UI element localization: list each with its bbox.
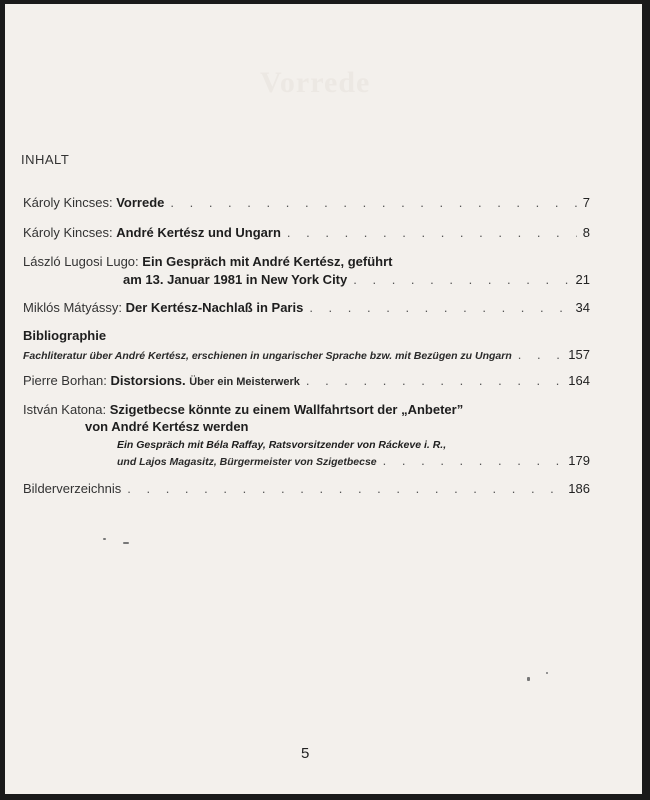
toc-author: István Katona: bbox=[23, 402, 107, 417]
dot-leader bbox=[518, 346, 563, 364]
dot-leader bbox=[353, 271, 569, 289]
toc-title: Distorsions. bbox=[110, 373, 186, 388]
page-number: 5 bbox=[301, 745, 310, 762]
toc-entry bbox=[23, 299, 590, 317]
dot-leader bbox=[170, 194, 576, 212]
ink-speck bbox=[123, 542, 129, 544]
toc-author: Károly Kincses: bbox=[23, 225, 113, 240]
dot-leader bbox=[287, 224, 577, 242]
toc-page-number: 21 bbox=[575, 272, 590, 287]
toc-entry bbox=[23, 253, 590, 271]
show-through-text: Vorrede bbox=[260, 66, 371, 99]
dot-leader bbox=[127, 480, 562, 498]
toc-entry bbox=[23, 194, 590, 212]
toc-author: Károly Kincses: bbox=[23, 195, 113, 210]
ink-speck bbox=[527, 677, 530, 681]
toc-page-number: 34 bbox=[575, 300, 590, 315]
toc-title: Szigetbecse könnte zu einem Wallfahrtsort der „Anbeter” bbox=[109, 402, 464, 417]
toc-title-line2: von André Kertész werden bbox=[85, 419, 249, 434]
dot-leader bbox=[383, 452, 563, 470]
toc-title-line2: am 13. Januar 1981 in New York City bbox=[123, 272, 348, 287]
toc-author: Bilderverzeichnis bbox=[23, 481, 122, 496]
toc-author: Pierre Borhan: bbox=[23, 373, 107, 388]
document-page bbox=[5, 4, 642, 794]
toc-title: Vorrede bbox=[116, 195, 165, 210]
toc-page-number: 164 bbox=[568, 373, 590, 388]
toc-page-number: 8 bbox=[582, 225, 590, 240]
toc-entry-continuation bbox=[123, 271, 590, 289]
toc-entry-continuation bbox=[23, 346, 590, 365]
ink-speck bbox=[546, 672, 548, 674]
toc-title: Der Kertész-Nachlaß in Paris bbox=[125, 300, 304, 315]
toc-author: Miklós Mátyássy: bbox=[23, 300, 122, 315]
toc-entry bbox=[23, 224, 590, 242]
toc-title: Ein Gespräch mit André Kertész, geführt bbox=[142, 254, 393, 269]
toc-page-number: 186 bbox=[568, 481, 590, 496]
toc-page-number: 157 bbox=[568, 347, 590, 362]
dot-leader bbox=[306, 372, 562, 390]
toc-entry bbox=[23, 480, 590, 498]
toc-title: André Kertész und Ungarn bbox=[116, 225, 281, 240]
toc-entry bbox=[23, 401, 590, 419]
toc-entry-continuation bbox=[117, 452, 590, 471]
toc-page-number: 179 bbox=[568, 453, 590, 468]
toc-subtitle: Über ein Meisterwerk bbox=[189, 376, 300, 388]
dot-leader bbox=[309, 299, 569, 317]
toc-page-number: 7 bbox=[582, 195, 590, 210]
toc-author: László Lugosi Lugo: bbox=[23, 254, 139, 269]
toc-subtitle-line2: und Lajos Magasitz, Bürgermeister von Szigetbecse bbox=[117, 456, 377, 468]
toc-subtitle: Fachliteratur über André Kertész, erschienen in ungarischer Sprache bzw. mit Bezügen zu Ungarn bbox=[23, 350, 512, 362]
page-heading: INHALT bbox=[21, 152, 70, 167]
toc-subtitle: Ein Gespräch mit Béla Raffay, Ratsvorsitzender von Ráckeve i. R., bbox=[117, 439, 447, 451]
toc-entry bbox=[23, 372, 590, 391]
toc-title: Bibliographie bbox=[23, 328, 107, 343]
ink-speck bbox=[103, 538, 106, 540]
